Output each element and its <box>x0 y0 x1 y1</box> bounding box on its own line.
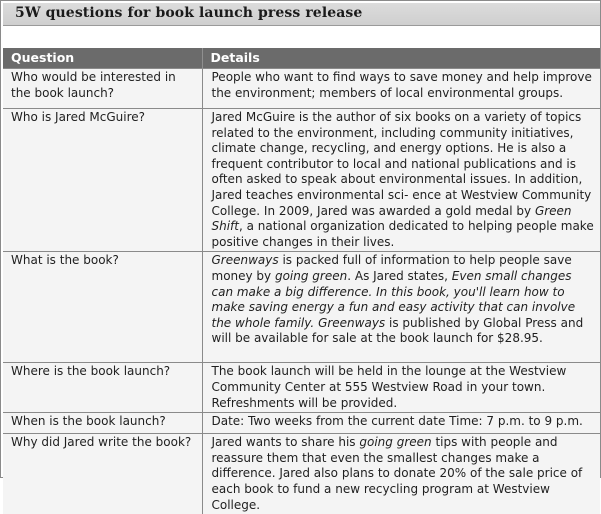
details-text: is packed full of information to help people save money by <box>212 253 572 283</box>
details-text: , a national organization dedicated to helping people make positive changes in their lives. <box>212 219 594 249</box>
details-italic-text: Green Shift <box>212 204 572 234</box>
details-italic-text: going green <box>359 435 431 449</box>
details-italic-text: Even small changes can make a big difference. In this book, you'll learn how to make saving energy a fun and easy activity that can involve the whole family. <box>212 269 576 330</box>
question-cell: Who would be interested in the book launch? <box>3 69 202 109</box>
details-cell <box>202 109 600 252</box>
details-cell <box>202 69 600 109</box>
details-italic-text: going green <box>275 269 347 283</box>
column-header-details: Details <box>202 48 600 69</box>
page-title: 5W questions for book launch press release <box>15 5 362 21</box>
question-cell: Where is the book launch? <box>3 363 202 413</box>
details-text: People who want to find ways to save money and help improve the environment; members of local environmental groups. <box>212 70 592 100</box>
table-row <box>3 413 600 434</box>
table-row <box>3 69 600 109</box>
question-cell: What is the book? <box>3 252 202 363</box>
details-text: is published by Global Press and will be available for sale at the book launch for $28.95. <box>212 316 584 346</box>
table-row <box>3 363 600 413</box>
details-italic-text: Greenways <box>318 316 385 330</box>
title-bar <box>3 3 600 26</box>
column-header-question: Question <box>3 48 202 69</box>
table-row <box>3 434 600 514</box>
details-text: Jared McGuire is the author of six books on a variety of topics related to the environment, including community initiatives, climate change, recycling, and energy options. He is also a frequent contributor to local and national publications and is often asked to speak about environmental issues. In addition, Jared teaches environmental sci- ence at Westview Community College. In 2009, Jared was awarded a gold medal by <box>212 110 592 218</box>
details-cell <box>202 252 600 363</box>
question-cell: Why did Jared write the book? <box>3 434 202 514</box>
details-text: tips with people and reassure them that even the smallest changes make a difference. Jared also plans to donate 20% of the sale price of each book to fund a new recycling program at Westview College. <box>212 435 583 511</box>
table-row <box>3 109 600 252</box>
details-cell <box>202 363 600 413</box>
table-body <box>3 69 600 514</box>
details-italic-text: Greenways <box>212 253 279 267</box>
details-cell <box>202 434 600 514</box>
details-text: . As Jared states, <box>347 269 452 283</box>
question-cell: When is the book launch? <box>3 413 202 434</box>
questions-table <box>3 48 600 514</box>
details-text: Date: Two weeks from the current date Time: 7 p.m. to 9 p.m. <box>212 414 583 428</box>
table-header-row <box>3 48 600 69</box>
details-cell <box>202 413 600 434</box>
question-cell: Who is Jared McGuire? <box>3 109 202 252</box>
details-text: Jared wants to share his <box>212 435 360 449</box>
details-text: The book launch will be held in the lounge at the Westview Community Center at 555 Westview Road in your town. Refreshments will be provided. <box>212 364 567 409</box>
table-row <box>3 252 600 363</box>
